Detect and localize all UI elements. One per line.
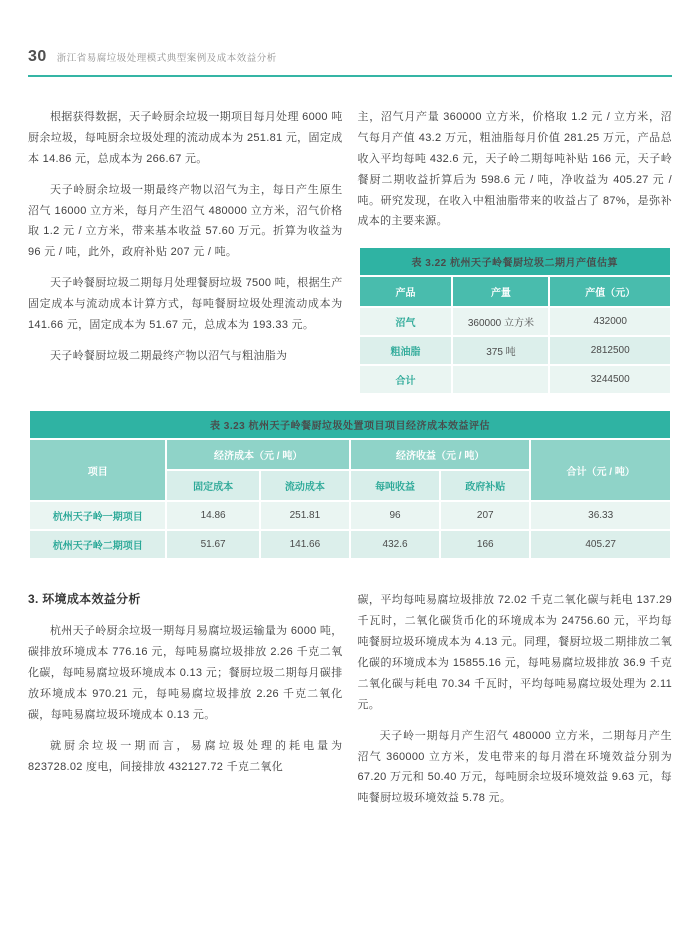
table-cell: 207 xyxy=(441,502,529,529)
column-header-project: 项目 xyxy=(30,440,165,500)
bottom-right-column xyxy=(358,590,673,809)
row-label: 合计 xyxy=(360,366,452,393)
table-cell: 432.6 xyxy=(351,531,439,558)
paragraph: 天子岭厨余垃圾一期最终产物以沼气为主，每日产生原生沼气 16000 立方米，每月产生沼气 480000 立方米，沼气价格取 1.2 元 / 立方米，带来基本收益 57.60 万元。折算为收益为 96 元 / 吨，此外，政府补贴 207 元 / 吨。 xyxy=(28,183,343,259)
table-cell: 96 xyxy=(351,502,439,529)
table-row xyxy=(30,502,670,529)
section-heading: 3. 环境成本效益分析 xyxy=(28,592,141,607)
table-3-23-title-row xyxy=(30,411,670,438)
top-right-column xyxy=(358,107,673,395)
table-cell: 51.67 xyxy=(167,531,258,558)
table-title: 表 3.23 杭州天子岭餐厨垃圾处置项目项目经济成本效益评估 xyxy=(30,411,670,438)
row-label: 沼气 xyxy=(360,308,452,335)
table-row xyxy=(30,531,670,558)
paragraph: 天子岭餐厨垃圾二期最终产物以沼气与粗油脂为 xyxy=(50,349,288,362)
table-cell: 375 吨 xyxy=(453,337,548,364)
group-header-income: 经济收益（元 / 吨） xyxy=(351,440,529,469)
table-title: 表 3.22 杭州天子岭餐厨垃圾二期月产值估算 xyxy=(360,248,671,275)
sub-header: 政府补贴 xyxy=(441,471,529,500)
column-header: 产值（元） xyxy=(550,277,670,306)
table-row xyxy=(360,366,671,393)
sub-header: 固定成本 xyxy=(167,471,258,500)
table-cell: 251.81 xyxy=(261,502,349,529)
column-header: 产品 xyxy=(360,277,452,306)
table-cell: 36.33 xyxy=(531,502,670,529)
table-cell: 166 xyxy=(441,531,529,558)
paragraph-continuation: 主，沼气月产量 360000 立方米，价格取 1.2 元 / 立方米，沼气每月产值 43.2 万元，粗油脂每月价值 281.25 万元，产品总收入平均每吨 432.6 元，天子岭二期每吨补贴 166 元，天子岭餐厨二期收益折算后为 598.6 元 / 吨，净收益为 405.27 元 / 吨。研究发现，在收入中粗油脂带来的收益占了 87%，是弥补成本的主要来源。 xyxy=(357,111,672,228)
table-cell xyxy=(453,366,548,393)
column-header-total: 合计（元 / 吨） xyxy=(531,440,670,500)
sub-header: 流动成本 xyxy=(261,471,349,500)
table-cell: 3244500 xyxy=(550,366,670,393)
page-header xyxy=(28,48,672,77)
running-header-title: 浙江省易腐垃圾处理模式典型案例及成本效益分析 xyxy=(56,53,277,64)
sub-header: 每吨收益 xyxy=(351,471,439,500)
row-label: 杭州天子岭二期项目 xyxy=(30,531,165,558)
table-3-22-header-row xyxy=(360,277,671,306)
table-3-23-container xyxy=(28,409,672,560)
row-label: 杭州天子岭一期项目 xyxy=(30,502,165,529)
top-section xyxy=(28,107,672,395)
bottom-section xyxy=(28,590,672,809)
top-left-column xyxy=(28,107,343,395)
paragraph-continuation: 碳，平均每吨易腐垃圾排放 72.02 千克二氧化碳与耗电 137.29 千瓦时，二氧化碳货币化的环境成本为 24756.60 元，平均每吨餐厨垃圾环境成本为 4.13 元。同理，餐厨垃圾二期排放二氧化碳的环境成本为 15855.16 元，每吨易腐垃圾排放 36.9 千克二氧化碳与耗电 70.34 千瓦时，平均每吨易腐垃圾处理为 2.11 元。 xyxy=(357,594,672,711)
table-row xyxy=(360,337,671,364)
table-3-23 xyxy=(28,409,672,560)
table-cell: 2812500 xyxy=(550,337,670,364)
table-cell: 14.86 xyxy=(167,502,258,529)
table-cell: 432000 xyxy=(550,308,670,335)
table-cell: 360000 立方米 xyxy=(453,308,548,335)
bottom-left-column xyxy=(28,590,343,809)
table-row xyxy=(360,308,671,335)
table-cell: 141.66 xyxy=(261,531,349,558)
paragraph: 根据获得数据，天子岭厨余垃圾一期项目每月处理 6000 吨厨余垃圾，每吨厨余垃圾处理的流动成本为 251.81 元，固定成本 14.86 元，总成本为 266.67 元。 xyxy=(28,111,343,165)
row-label: 粗油脂 xyxy=(360,337,452,364)
paragraph: 就厨余垃圾一期而言，易腐垃圾处理的耗电量为 823728.02 度电，间接排放 432127.72 千克二氧化 xyxy=(28,739,343,773)
column-header: 产量 xyxy=(453,277,548,306)
table-3-23-group-header-row xyxy=(30,440,670,469)
table-cell: 405.27 xyxy=(531,531,670,558)
paragraph: 天子岭餐厨垃圾二期每月处理餐厨垃圾 7500 吨，根据生产固定成本与流动成本计算方式，每吨餐厨垃圾处理流动成本为 141.66 元，固定成本为 51.67 元，总成本为 193.33 元。 xyxy=(28,277,343,332)
paragraph: 天子岭一期每月产生沼气 480000 立方米，二期每月产生沼气 360000 立方米，发电带来的每月潜在环境效益分别为 67.20 万元和 50.40 万元，每吨厨余垃圾环境效益 9.63 元，每吨餐厨垃圾环境效益 5.78 元。 xyxy=(357,729,672,805)
group-header-cost: 经济成本（元 / 吨） xyxy=(167,440,349,469)
paragraph: 杭州天子岭厨余垃圾一期每月易腐垃圾运输量为 6000 吨，碳排放环境成本 776.16 元，每吨易腐垃圾排放 2.26 千克二氧化碳，每吨易腐垃圾环境成本 0.13 元；餐厨垃圾二期每月碳排放环境成本 970.21 元，每吨易腐垃圾排放 2.26 千克二氧化碳，每吨易腐垃圾环境成本 0.13 元。 xyxy=(28,625,343,721)
table-3-22-title-row xyxy=(360,248,671,275)
page-number: 30 xyxy=(28,48,47,65)
table-3-22 xyxy=(358,246,673,395)
